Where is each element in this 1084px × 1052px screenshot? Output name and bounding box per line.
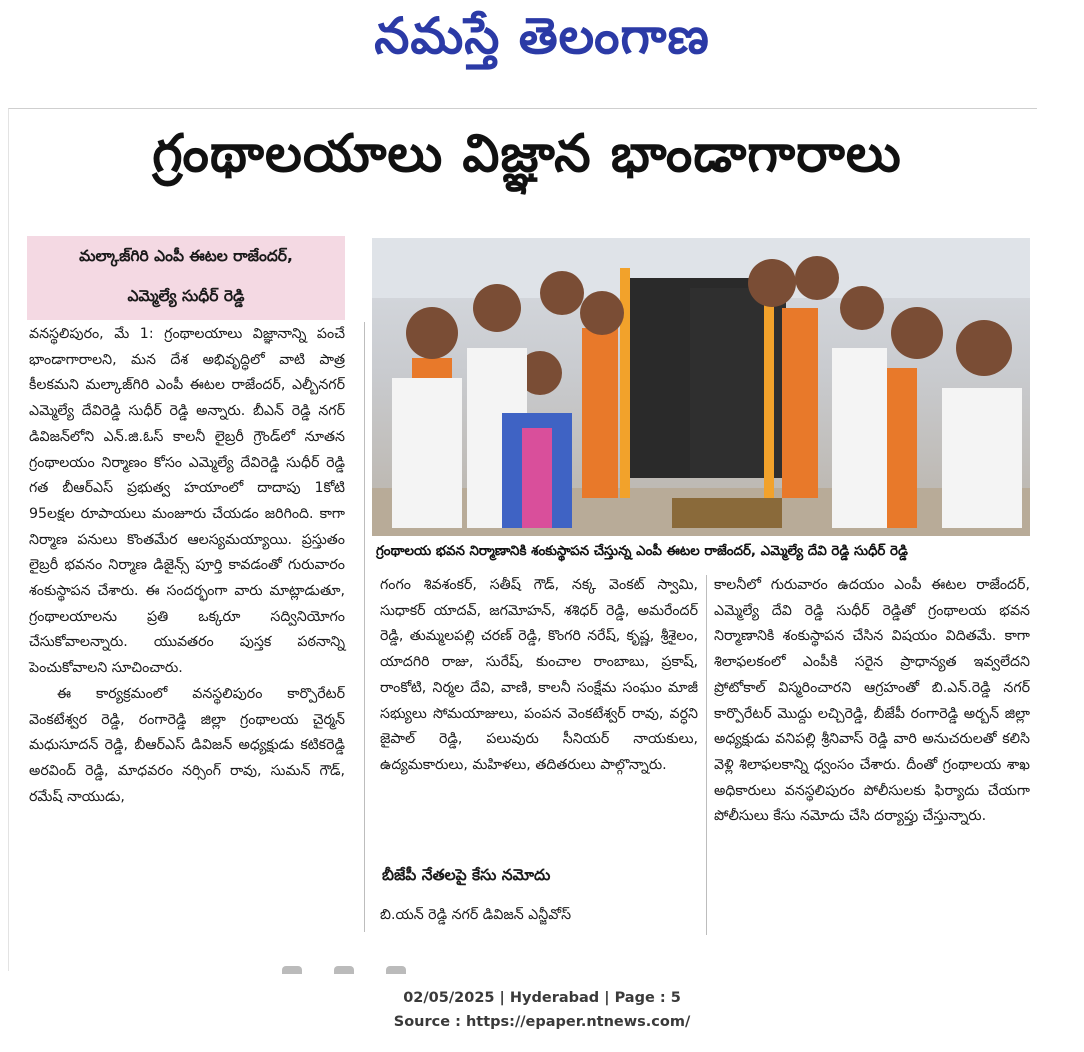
article-headline: గ్రంథాలయాలు విజ్ఞాన భాండాగారాలు: [152, 124, 902, 184]
article-column-1: [29, 322, 345, 810]
next-article-fragment: [334, 966, 354, 974]
next-article-fragment: [386, 966, 406, 974]
article-subheading: బీజేపీ నేతలపై కేసు నమోదు: [382, 866, 551, 884]
article-deck: [27, 236, 345, 320]
photo-illustration: [372, 238, 1030, 536]
footer-source-link[interactable]: Source : https://epaper.ntnews.com/: [393, 1014, 691, 1030]
photo-caption: గ్రంథాలయ భవన నిర్మాణానికి శంకుస్థాపన చేస్తున్న ఎంపీ ఈటల రాజేందర్, ఎమ్మెల్యే దేవి రెడ్డి సుధీర్ రెడ్డి: [376, 544, 908, 559]
deck-line-1: మల్కాజ్‌గిరి ఎంపీ ఈటల రాజేందర్,: [79, 247, 293, 265]
foundation-stone-photo: [372, 238, 1030, 536]
column-3-paragraph-1: కాలనీలో గురువారం ఉదయం ఎంపీ ఈటల రాజేందర్, ఎమ్మెల్యే దేవి రెడ్డి సుధీర్ రెడ్డితో గ్రంథాలయ భవన నిర్మాణానికి శంకుస్థాపన చేసిన విషయం విదితమే. కాగా శిలాఫలకంలో ఎంపీకి సరైన ప్రాధాన్యత ఇవ్వలేదని ప్రోటోకాల్ విస్మరించారని ఆగ్రహంతో బి.ఎన్.రెడ్డి నగర్ కార్పొరేటర్ మొద్దు లచ్చిరెడ్డి, బీజేపీ రంగారెడ్డి అర్బన్ జిల్లా అధ్యక్షుడు వనిపల్లి శ్రీనివాస్ రెడ్డి వారి అనుచరులతో కలిసి వెళ్లి శిలాఫలకాన్ని ధ్వంసం చేశారు. దీంతో గ్రంథాలయ శాఖ అధికారులు వనస్థలిపురం పోలీసులకు ఫిర్యాదు చేయగా పోలీసులు కేసు నమోదు చేసి దర్యాప్తు చేస్తున్నారు.: [714, 577, 1030, 825]
article-column-2: [380, 573, 698, 779]
column-2-paragraph-2: బి.యన్ రెడ్డి నగర్ డివిజన్ ఎన్జీవోస్: [380, 907, 572, 923]
column-1-paragraph-1: వనస్థలిపురం, మే 1: గ్రంథాలయాలు విజ్ఞానాన్ని పంచే భాండాగారాలని, మన దేశ అభివృద్ధిలో వాటి పాత్ర కీలకమని మల్కాజ్‌గిరి ఎంపీ ఈటల రాజేందర్, ఎల్బీనగర్ ఎమ్మెల్యే దేవిరెడ్డి సుధీర్ రెడ్డి అన్నారు. బీఎన్ రెడ్డి నగర్ డివిజన్‌లోని ఎన్.జి.ఓస్ కాలనీ లైబ్రరీ గ్రౌండ్‌లో నూతన గ్రంథాలయం నిర్మాణం కోసం ఎమ్మెల్యే దేవిరెడ్డి సుధీర్ రెడ్డి గత బీఆర్‌ఎస్ ప్రభుత్వ హయాంలో దాదాపు 1కోటి 95లక్షల రూపాయలు మంజూరు చేయడం జరిగింది. కాగా నిర్మాణ పనులు కొంతమేర ఆలస్యమయ్యాయి. ప్రస్తుతం లైబ్రరీ భవనం నిర్మాణ డిజైన్స్ పూర్తి కావడంతో గురువారం శంకుస్థాపన చేశారు. ఈ సందర్భంగా వారు మాట్లాడుతూ, గ్రంథాలయాలను ప్రతి ఒక్కరూ సద్వినియోగం చేసుకోవాలన్నారు. యువతరం పుస్తక పఠనాన్ని పెంచుకోవాలని సూచించారు.: [29, 326, 345, 677]
footer-date-edition-page: 02/05/2025 | Hyderabad | Page : 5: [403, 990, 681, 1006]
article-column-3: [714, 573, 1030, 830]
newspaper-masthead: నమస్తే తెలంగాణ: [374, 6, 710, 65]
deck-line-2: ఎమ్మెల్యే సుధీర్ రెడ్డి: [127, 287, 245, 305]
column-2-paragraph-1: గంగం శివశంకర్, సతీష్ గౌడ్, నక్క వెంకట్ స్వామి, సుధాకర్ యాదవ్, జగమోహన్, శశిధర్ రెడ్డి, అమరేందర్ రెడ్డి, తుమ్మలపల్లి చరణ్ రెడ్డి, కొంగరి నరేష్, కృష్ణ, శ్రీశైలం, యాదగిరి రాజు, సురేష్, కుంచాల రాంబాబు, ప్రకాష్, రాంకోటి, నిర్మల దేవి, వాణి, కాలనీ సంక్షేమ సంఘం మాజీ సభ్యులు సోమయాజులు, పంపన వెంకటేశ్వర్ రావు, వర్ధని జైపాల్ రెడ్డి, పలువురు సీనియర్ నాయకులు, ఉద్యమకారులు, మహిళలు, తదితరులు పాల్గొన్నారు.: [380, 577, 698, 773]
column-divider: [364, 322, 365, 932]
column-divider: [706, 575, 707, 935]
next-article-fragment: [282, 966, 302, 974]
column-1-paragraph-2: ఈ కార్యక్రమంలో వనస్థలిపురం కార్పొరేటర్ వెంకటేశ్వర రెడ్డి, రంగారెడ్డి జిల్లా గ్రంథాలయ చైర్మన్ మధుసూదన్ రెడ్డి, బీఆర్‌ఎస్ డివిజన్ అధ్యక్షుడు కటికరెడ్డి అరవింద్ రెడ్డి, మాధవరం నర్సింగ్ రావు, సుమన్ గౌడ్, రమేష్ నాయుడు,: [29, 685, 345, 805]
